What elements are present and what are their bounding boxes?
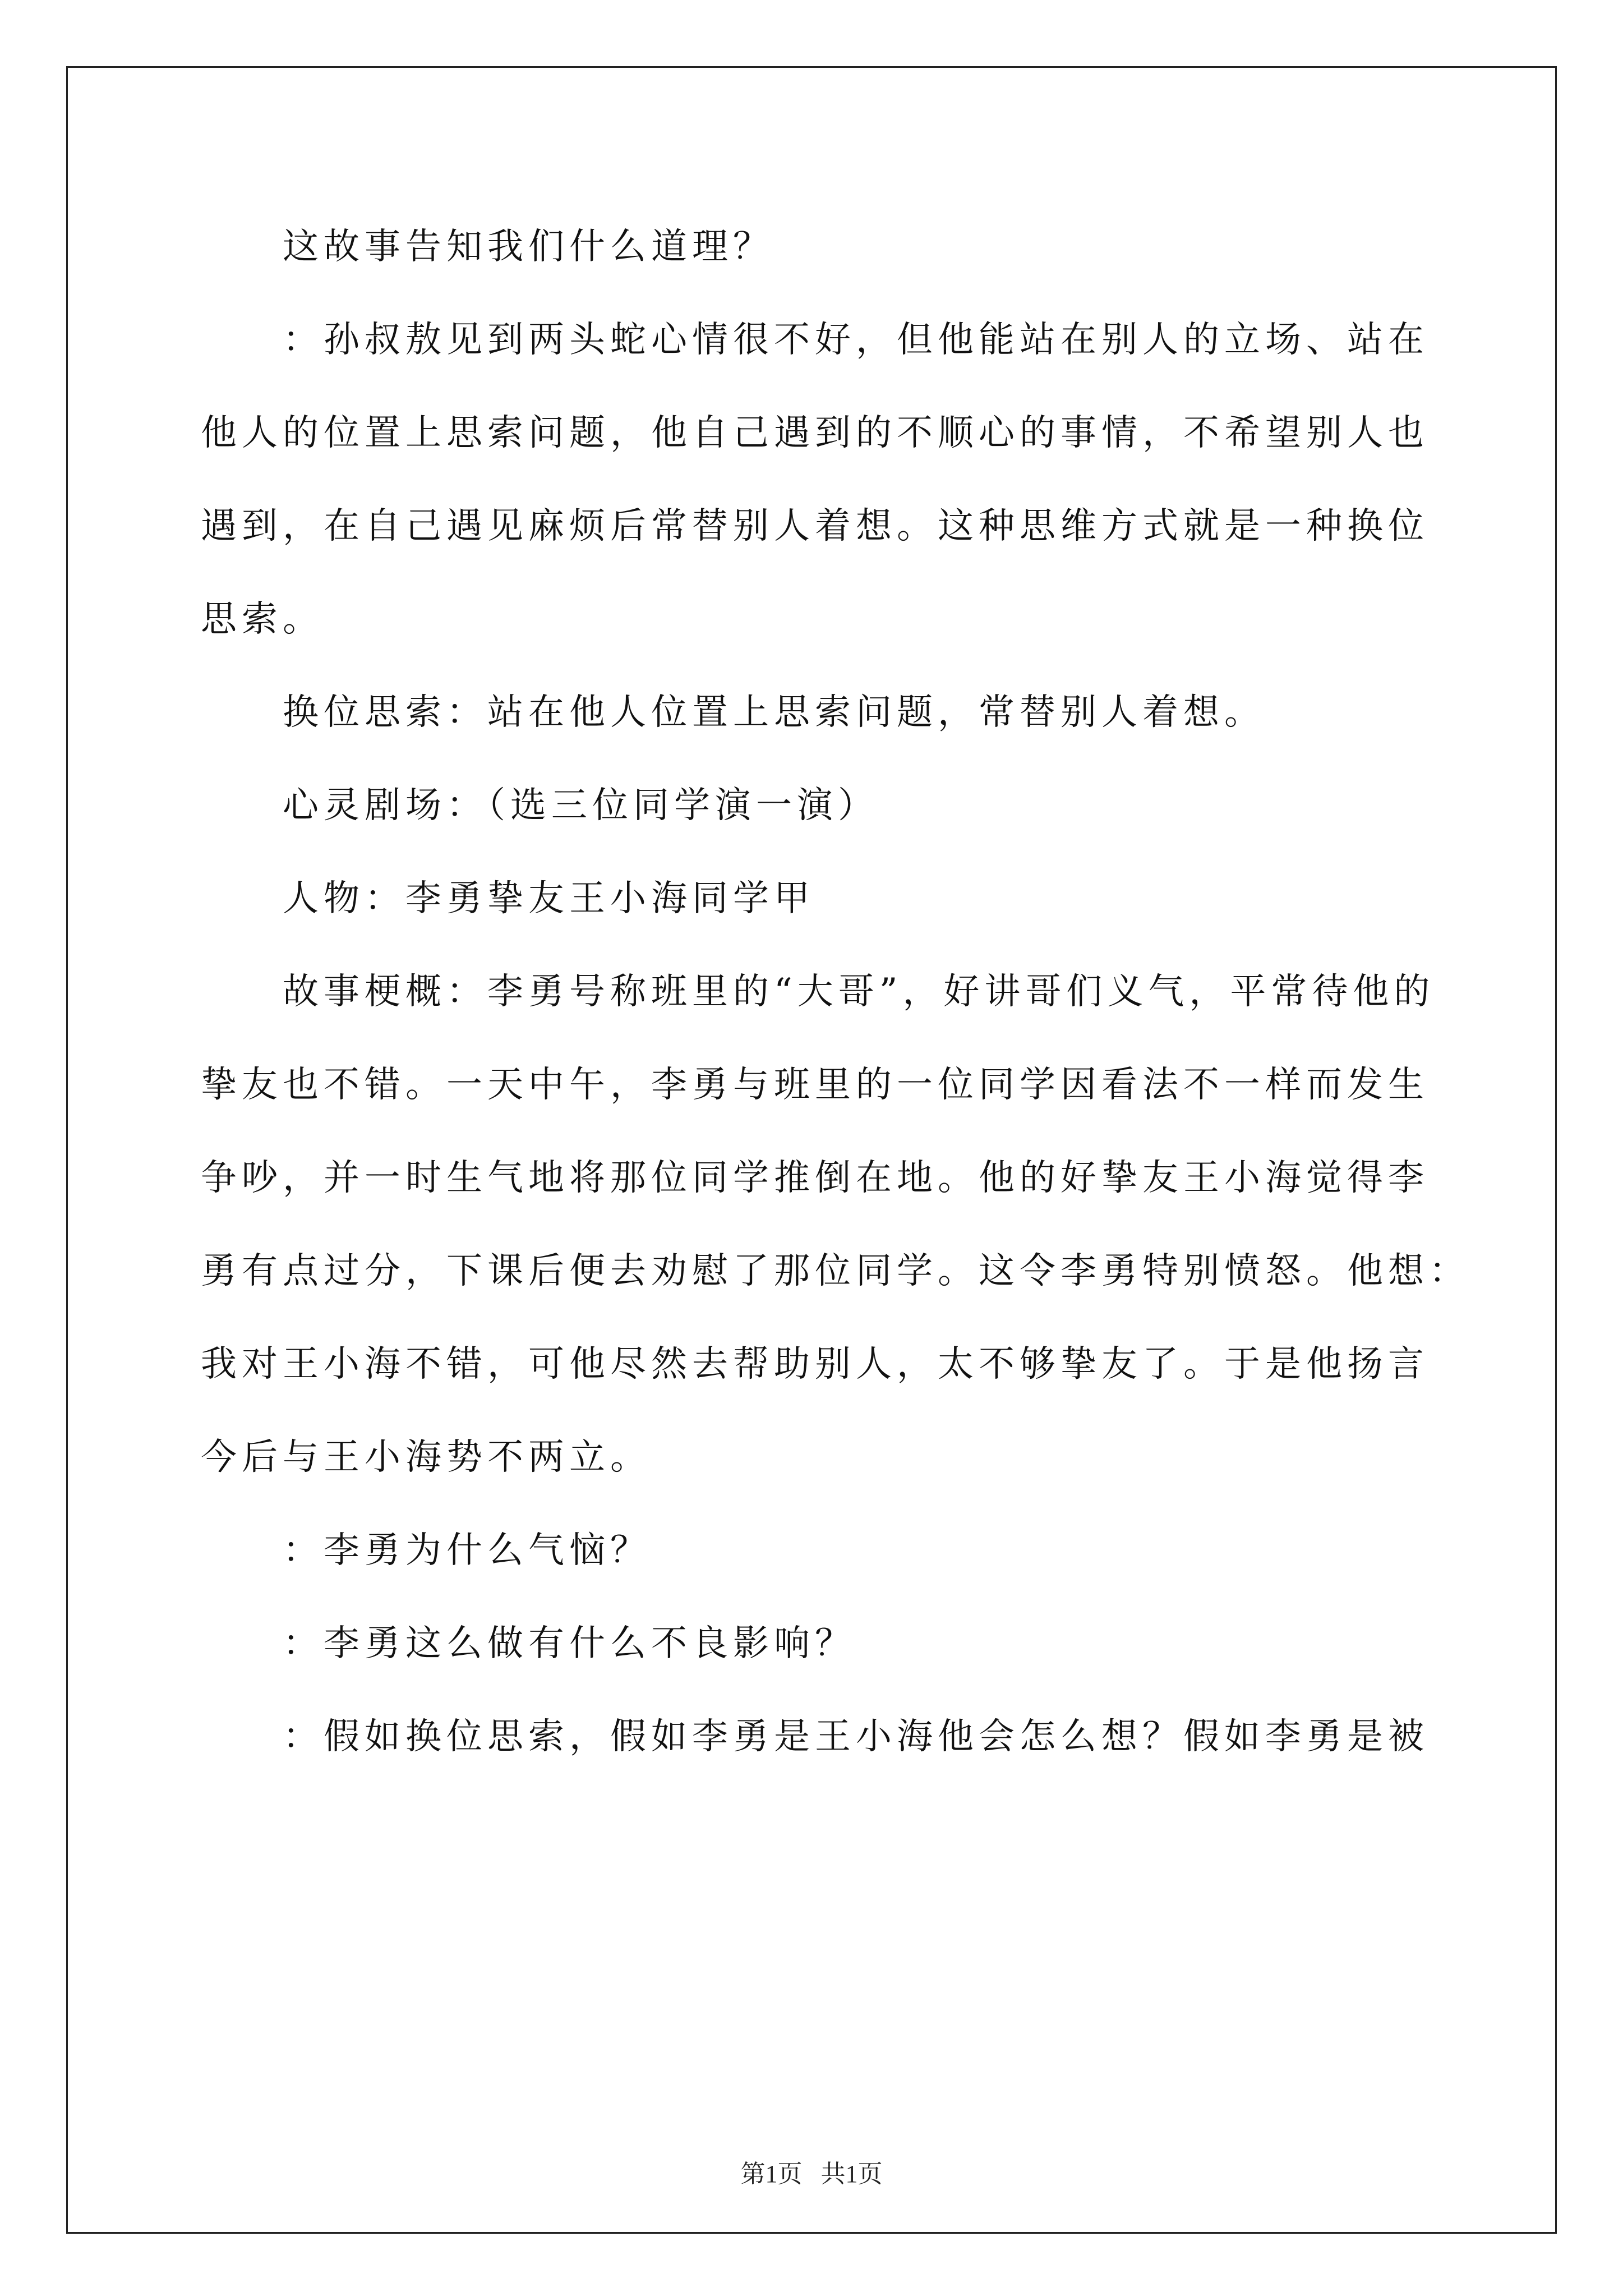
paragraph-question: 这故事告知我们什么道理？: [283, 226, 774, 268]
paragraph-question-perspective: ：假如换位思索，假如李勇是王小海他会怎么想？假如李勇是被: [283, 1716, 1429, 1757]
paragraph-story-line-5: 我对王小海不错，可他尽然去帮助别人，太不够挚友了。于是他扬言: [201, 1343, 1429, 1385]
page-number-footer: 第1页 共1页: [740, 2160, 883, 2188]
paragraph-story-line-3: 争吵，并一时生气地将那位同学推倒在地。他的好挚友王小海觉得李: [201, 1157, 1429, 1199]
paragraph-question-anger: ：李勇为什么气恼？: [283, 1530, 651, 1571]
paragraph-story-line-6: 今后与王小海势不两立。: [201, 1437, 651, 1478]
paragraph-answer-line-4: 思索。: [201, 599, 324, 640]
paragraph-question-impact: ：李勇这么做有什么不良影响？: [283, 1623, 856, 1664]
paragraph-characters: 人物：李勇挚友王小海同学甲: [283, 878, 815, 919]
paragraph-answer-line-3: 遇到，在自己遇见麻烦后常替别人着想。这种思维方式就是一种换位: [201, 505, 1429, 547]
paragraph-story-line-4: 勇有点过分，下课后便去劝慰了那位同学。这令李勇特别愤怒。他想：: [201, 1250, 1470, 1292]
paragraph-definition: 换位思索：站在他人位置上思索问题，常替别人着想。: [283, 692, 1265, 733]
page-border: [66, 66, 1557, 2234]
paragraph-answer-line-2: 他人的位置上思索问题，他自己遇到的不顺心的事情，不希望别人也: [201, 412, 1429, 454]
paragraph-story-line-2: 挚友也不错。一天中午，李勇与班里的一位同学因看法不一样而发生: [201, 1064, 1429, 1106]
paragraph-story-line-1: 故事梗概：李勇号称班里的“大哥”，好讲哥们义气，平常待他的: [283, 971, 1435, 1013]
paragraph-theater: 心灵剧场：（选三位同学演一演）: [283, 785, 879, 826]
paragraph-answer-line-1: ：孙叔敖见到两头蛇心情很不好，但他能站在别人的立场、站在: [283, 319, 1429, 361]
